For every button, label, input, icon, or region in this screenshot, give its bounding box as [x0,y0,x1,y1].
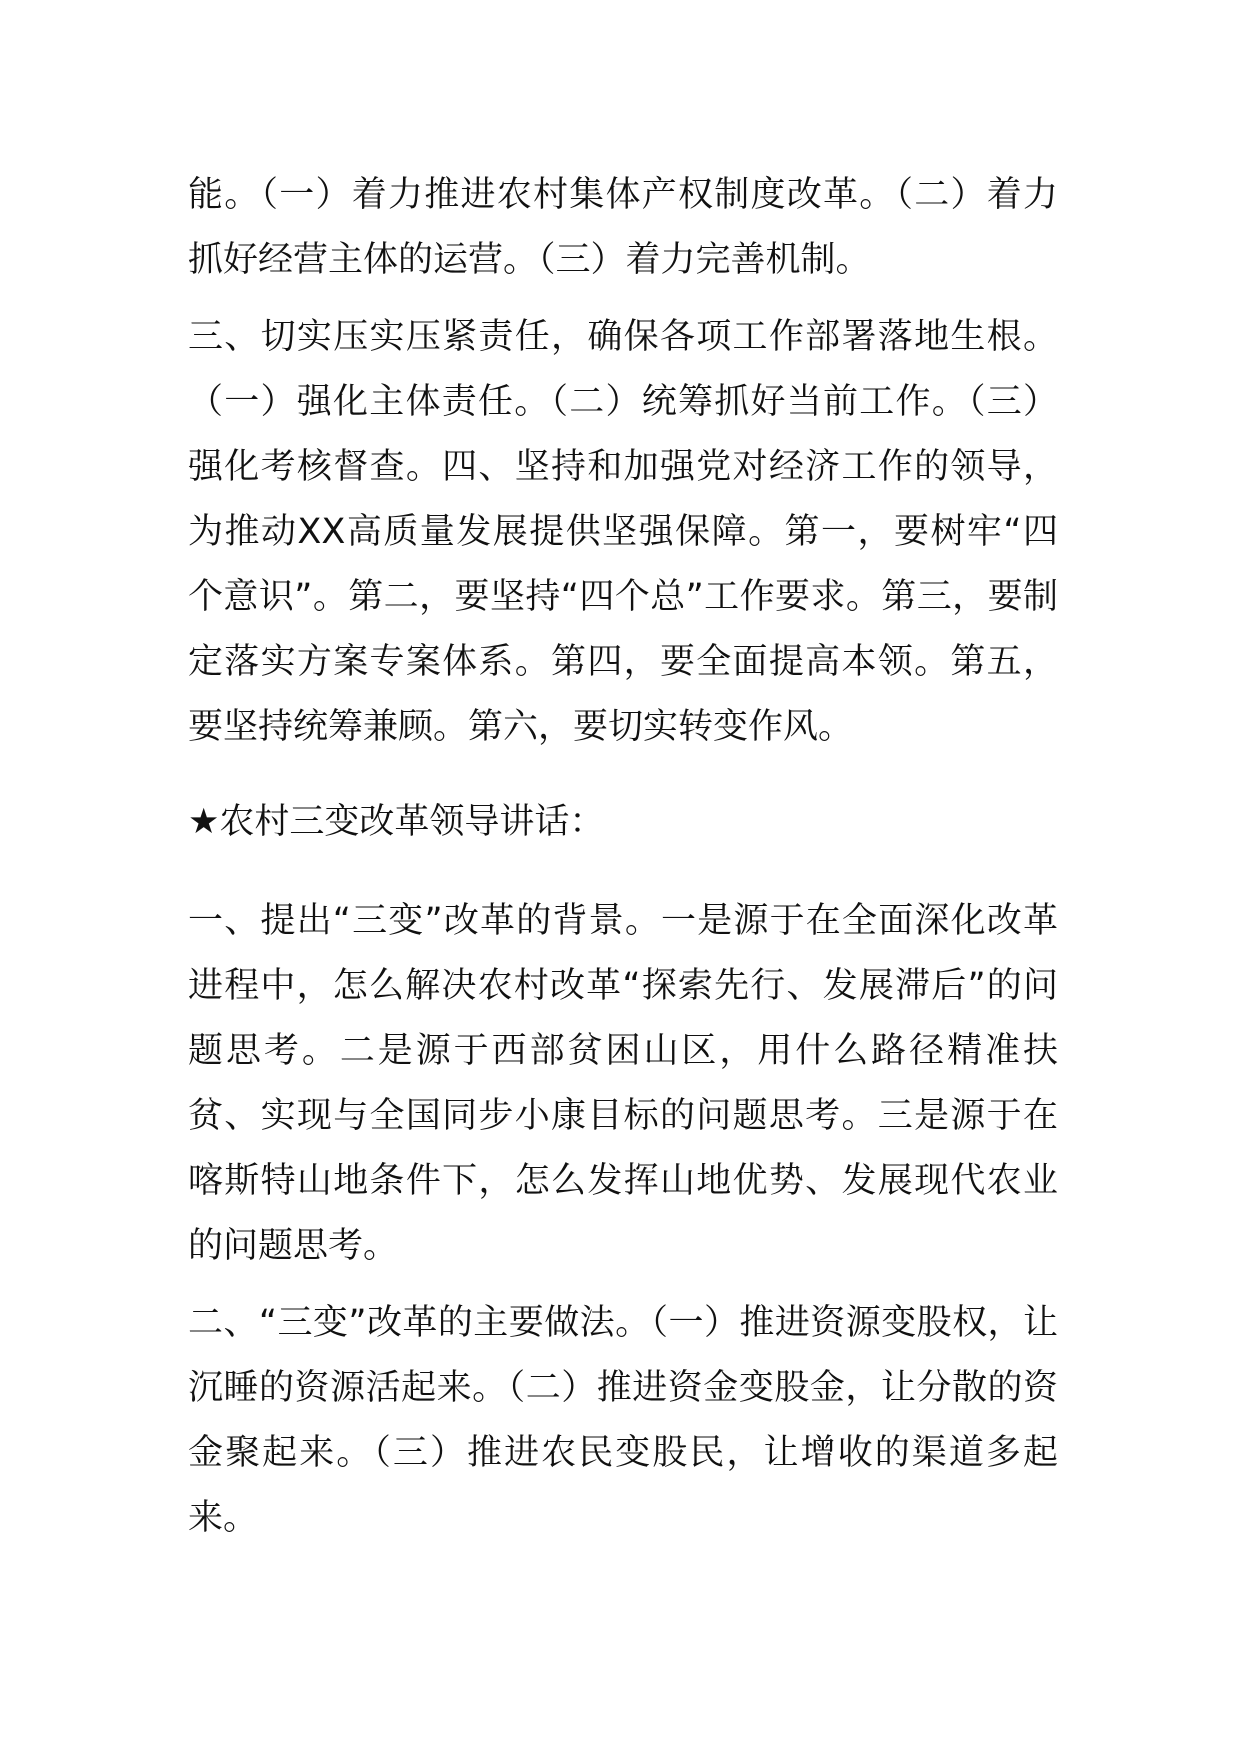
section-heading-three-changes-speech: ★农村三变改革领导讲话： [188,802,605,842]
paragraph-rural-reform-tasks: 能。（一）着力推进农村集体产权制度改革。（二）着力抓好经营主体的运营。（三）着力完善机制。 [188,175,1058,280]
paragraph-responsibility-and-leadership: 三、切实压实压紧责任，确保各项工作部署落地生根。（一）强化主体责任。（二）统筹抓好当前工作。（三）强化考核督查。四、坚持和加强党对经济工作的领导，为推动XX高质量发展提供坚强保障。第一，要树牢“四个意识”。第二，要坚持“四个总”工作要求。第三，要制定落实方案专案体系。第四，要全面提高本领。第五，要坚持统筹兼顾。第六，要切实转变作风。 [188,317,1058,747]
document-page [188,163,1058,1551]
paragraph-reform-background: 一、提出“三变”改革的背景。一是源于在全面深化改革进程中，怎么解决农村改革“探索先行、发展滞后”的问题思考。二是源于西部贫困山区，用什么路径精准扶贫、实现与全国同步小康目标的问题思考。三是源于在喀斯特山地条件下，怎么发挥山地优势、发展现代农业的问题思考。 [188,901,1058,1266]
paragraph-reform-practices: 二、“三变”改革的主要做法。（一）推进资源变股权，让沉睡的资源活起来。（二）推进资金变股金，让分散的资金聚起来。（三）推进农民变股民，让增收的渠道多起来。 [188,1303,1058,1538]
